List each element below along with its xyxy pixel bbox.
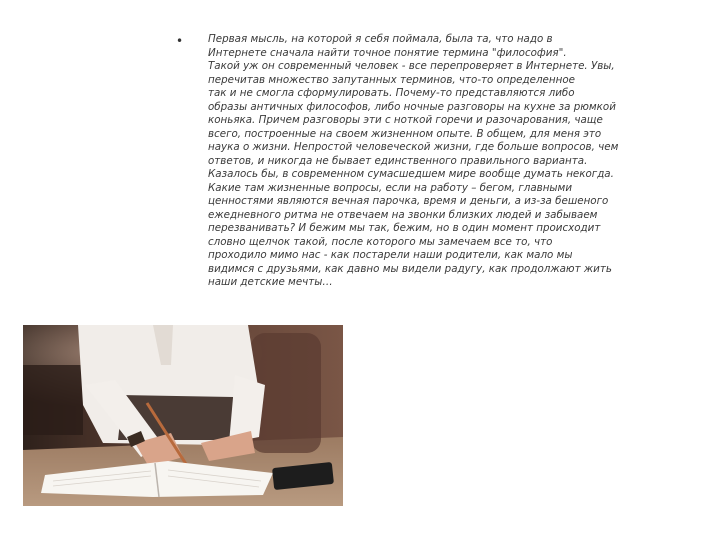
bullet-marker: •: [176, 34, 184, 48]
photo-woman-writing: [23, 325, 343, 506]
bullet-paragraph: Первая мысль, на которой я себя поймала, была та, что надо в Интернете сначала найти точное понятие термина "философия". Такой уж он современный человек - все перепроверяет в Интернете. Увы, перечитав множество запутанных терминов, что-то определенное так и не смогла сформулировать. Почему-то представляются либо образы античных философов, либо ночные разговоры на кухне за рюмкой коньяка. Причем разговоры эти с ноткой горечи и разочарования, чаще всего, построенные на своем жизненном опыте. В общем, для меня это наука о жизни. Непростой человеческой жизни, где больше вопросов, чем ответов, и никогда не бывает единственного правильного варианта. Казалось бы, в современном сумасшедшем мире вообще думать некогда. Какие там жизненные вопросы, если на работу – бегом, главными ценностями являются вечная парочка, время и деньги, а из-за бешеного ежедневного ритма не отвечаем на звонки близких людей и забываем перезванивать? И бежим мы так, бежим, но в один момент происходит словно щелчок такой, после которого мы замечаем все то, что проходило мимо нас - как постарели наши родители, как мало мы видимся с друзьями, как давно мы видели радугу, как продолжают жить наши детские мечты…: [208, 33, 619, 288]
